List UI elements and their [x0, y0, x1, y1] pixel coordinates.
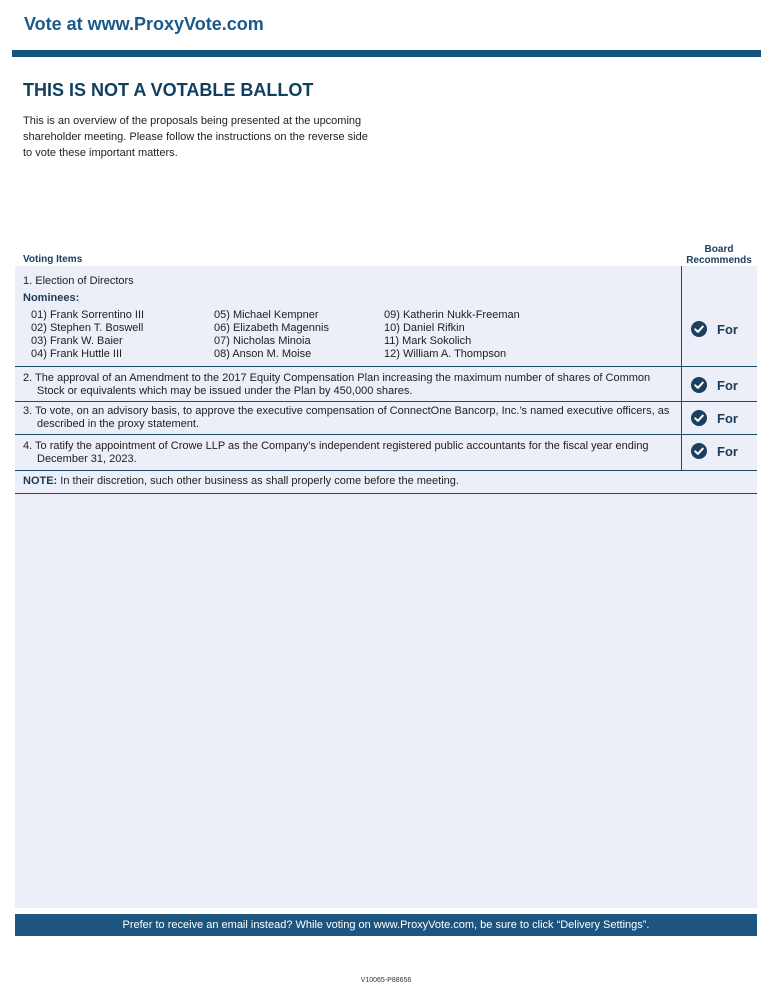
nominee: 10) Daniel Rifkin — [384, 322, 465, 334]
proposal-2-text: 2. The approval of an Amendment to the 2017 Equity Compensation Plan increasing the maximum number of shares of Common Stock or equivalents which may be issued under the Plan by 450,000 shares. — [23, 372, 651, 397]
nominee: 02) Stephen T. Boswell — [31, 322, 144, 334]
check-circle-icon — [691, 321, 707, 337]
nominee: 08) Anson M. Moise — [214, 348, 312, 360]
recommendation-label: For — [717, 321, 738, 337]
nominee: 05) Michael Kempner — [214, 309, 319, 321]
nominees-label: Nominees: — [23, 292, 80, 304]
nominee-column — [384, 309, 520, 361]
nominee-column — [214, 309, 329, 361]
delivery-settings-banner: Prefer to receive an email instead? While voting on www.ProxyVote.com, be sure to click “Delivery Settings”. — [15, 914, 757, 936]
check-circle-icon — [691, 377, 707, 393]
note-text: NOTE: In their discretion, such other business as shall properly come before the meeting. — [23, 475, 459, 487]
proposal-row-3 — [15, 402, 757, 435]
recommendation-cell — [681, 266, 757, 367]
site-header: Vote at www.ProxyVote.com — [24, 14, 264, 34]
header-rule — [12, 50, 761, 57]
nominee: 04) Frank Huttle III — [31, 348, 123, 360]
proposal-4-text: 4. To ratify the appointment of Crowe LLP as the Company’s independent registered public accountants for the fiscal year ending December 31, 2023. — [23, 440, 649, 465]
board-recommends-header: Board Recommends — [686, 244, 752, 266]
nominee: 09) Katherin Nukk-Freeman — [384, 309, 520, 321]
nominee: 01) Frank Sorrentino III — [31, 309, 145, 321]
proposal-3-text: 3. To vote, on an advisory basis, to approve the executive compensation of ConnectOne Bancorp, Inc.’s named executive officers, as described in the proxy statement. — [23, 405, 670, 430]
recommendation-label: For — [717, 377, 738, 393]
nominee: 03) Frank W. Baier — [31, 335, 123, 347]
recommendation-label: For — [717, 443, 738, 459]
nominee: 06) Elizabeth Magennis — [214, 322, 329, 334]
nominee: 11) Mark Sokolich — [384, 335, 472, 347]
recommendation-cell — [681, 367, 757, 402]
nominee-column — [31, 309, 144, 361]
page-title: THIS IS NOT A VOTABLE BALLOT — [23, 80, 314, 100]
nominee: 07) Nicholas Minoia — [214, 335, 311, 347]
recommendation-label: For — [717, 410, 738, 426]
proposal-row-4 — [15, 435, 757, 471]
check-circle-icon — [691, 443, 707, 459]
proposal-row-2 — [15, 367, 757, 402]
check-circle-icon — [691, 410, 707, 426]
recommendation-cell — [681, 435, 757, 471]
document-code: V10065-P88656 — [360, 977, 412, 984]
intro-text: This is an overview of the proposals being presented at the upcoming shareholder meeting. Please follow the instructions on the reverse side to vote these important matters. — [23, 115, 368, 159]
proposal-1-title: 1. Election of Directors — [23, 275, 134, 287]
voting-items-header: Voting Items — [23, 254, 83, 265]
recommendation-cell — [681, 402, 757, 435]
nominee: 12) William A. Thompson — [384, 348, 507, 360]
